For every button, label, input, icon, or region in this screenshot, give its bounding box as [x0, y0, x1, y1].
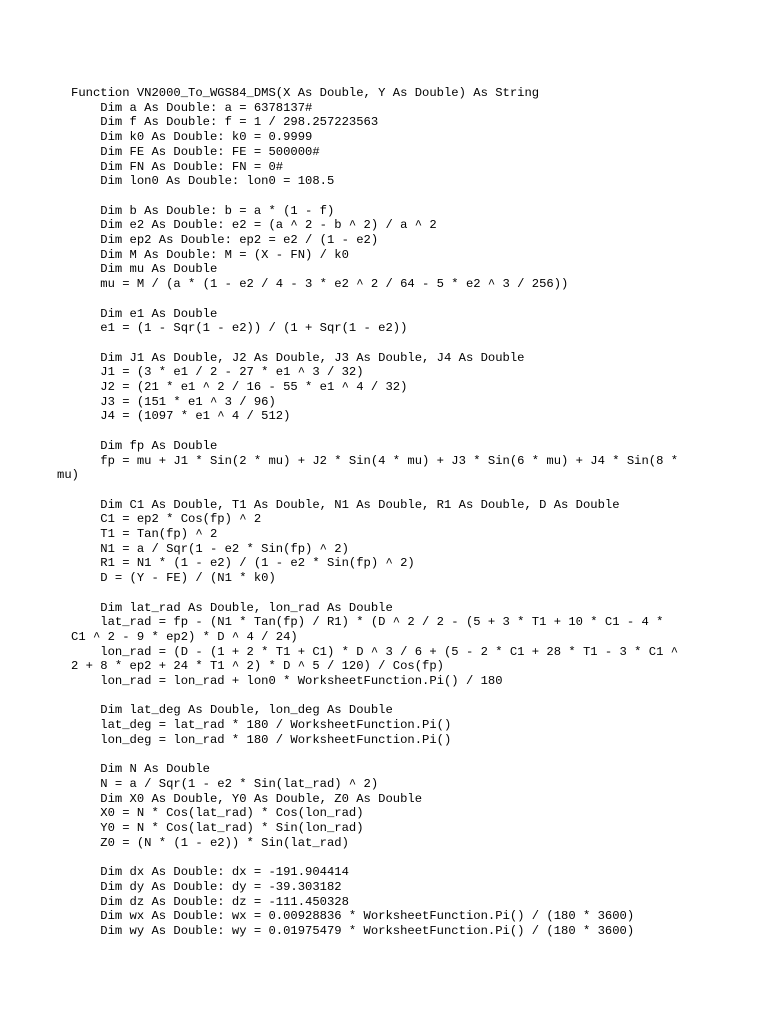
- code-line: Dim wx As Double: wx = 0.00928836 * WorksheetFunction.Pi() / (180 * 3600): [71, 909, 635, 924]
- code-line: J2 = (21 * e1 ^ 2 / 16 - 55 * e1 ^ 4 / 32): [71, 380, 408, 395]
- code-line: Dim X0 As Double, Y0 As Double, Z0 As Double: [71, 791, 423, 806]
- code-line: Dim b As Double: b = a * (1 - f): [71, 203, 335, 218]
- code-line: Dim C1 As Double, T1 As Double, N1 As Double, R1 As Double, D As Double: [71, 497, 620, 512]
- code-line: Dim N As Double: [71, 762, 210, 777]
- code-line: T1 = Tan(fp) ^ 2: [71, 527, 218, 542]
- code-line: [71, 483, 711, 498]
- code-line: Dim lat_rad As Double, lon_rad As Double: [71, 600, 393, 615]
- code-line: Dim FE As Double: FE = 500000#: [71, 144, 320, 159]
- vba-code-block: [57, 86, 711, 939]
- code-line: e1 = (1 - Sqr(1 - e2)) / (1 + Sqr(1 - e2)): [71, 321, 408, 336]
- code-line: X0 = N * Cos(lat_rad) * Cos(lon_rad): [71, 806, 364, 821]
- code-line: [71, 850, 711, 865]
- code-line: 2 + 8 * ep2 + 24 * T1 ^ 2) * D ^ 5 / 120) / Cos(fp): [71, 659, 444, 674]
- code-line: lon_deg = lon_rad * 180 / WorksheetFunction.Pi(): [71, 732, 452, 747]
- code-line: R1 = N1 * (1 - e2) / (1 - e2 * Sin(fp) ^ 2): [71, 556, 415, 571]
- code-line: mu): [57, 468, 79, 483]
- code-line: fp = mu + J1 * Sin(2 * mu) + J2 * Sin(4 * mu) + J3 * Sin(6 * mu) + J4 * Sin(8 *: [71, 453, 679, 468]
- code-line: C1 ^ 2 - 9 * ep2) * D ^ 4 / 24): [71, 629, 298, 644]
- code-line: [71, 586, 711, 601]
- code-line: [71, 689, 711, 704]
- code-line: Dim mu As Double: [71, 262, 218, 277]
- code-line: [71, 292, 711, 307]
- code-line: Dim J1 As Double, J2 As Double, J3 As Double, J4 As Double: [71, 350, 525, 365]
- code-line: J3 = (151 * e1 ^ 3 / 96): [71, 394, 276, 409]
- code-line: N1 = a / Sqr(1 - e2 * Sin(fp) ^ 2): [71, 541, 349, 556]
- code-line: Dim M As Double: M = (X - FN) / k0: [71, 247, 349, 262]
- code-line: Dim wy As Double: wy = 0.01975479 * WorksheetFunction.Pi() / (180 * 3600): [71, 923, 635, 938]
- code-line: Dim f As Double: f = 1 / 298.257223563: [71, 115, 379, 130]
- code-line: Dim lon0 As Double: lon0 = 108.5: [71, 174, 335, 189]
- code-line: Function VN2000_To_WGS84_DMS(X As Double, Y As Double) As String: [71, 86, 540, 100]
- code-line: C1 = ep2 * Cos(fp) ^ 2: [71, 512, 262, 527]
- code-line: [71, 189, 711, 204]
- code-line: D = (Y - FE) / (N1 * k0): [71, 571, 276, 586]
- code-line: J4 = (1097 * e1 ^ 4 / 512): [71, 409, 291, 424]
- code-line: lon_rad = (D - (1 + 2 * T1 + C1) * D ^ 3 / 6 + (5 - 2 * C1 + 28 * T1 - 3 * C1 ^: [71, 644, 679, 659]
- code-line: Dim lat_deg As Double, lon_deg As Double: [71, 703, 393, 718]
- code-line: mu = M / (a * (1 - e2 / 4 - 3 * e2 ^ 2 / 64 - 5 * e2 ^ 3 / 256)): [71, 277, 569, 292]
- code-line: Y0 = N * Cos(lat_rad) * Sin(lon_rad): [71, 821, 364, 836]
- code-line: Dim ep2 As Double: ep2 = e2 / (1 - e2): [71, 233, 379, 248]
- code-line: Dim dz As Double: dz = -111.450328: [71, 894, 349, 909]
- code-line: N = a / Sqr(1 - e2 * Sin(lat_rad) ^ 2): [71, 776, 379, 791]
- code-line: Dim k0 As Double: k0 = 0.9999: [71, 130, 313, 145]
- code-line: Dim fp As Double: [71, 438, 218, 453]
- code-line: Dim FN As Double: FN = 0#: [71, 159, 284, 174]
- code-line: [71, 748, 711, 763]
- code-line: [71, 424, 711, 439]
- code-line: Dim dy As Double: dy = -39.303182: [71, 879, 342, 894]
- code-line: Dim e1 As Double: [71, 306, 218, 321]
- code-line: Dim dx As Double: dx = -191.904414: [71, 865, 349, 880]
- code-line: [71, 336, 711, 351]
- code-line: J1 = (3 * e1 / 2 - 27 * e1 ^ 3 / 32): [71, 365, 364, 380]
- code-line: Z0 = (N * (1 - e2)) * Sin(lat_rad): [71, 835, 349, 850]
- code-line: lon_rad = lon_rad + lon0 * WorksheetFunction.Pi() / 180: [71, 674, 503, 689]
- code-line: Dim a As Double: a = 6378137#: [71, 100, 313, 115]
- code-line: lat_rad = fp - (N1 * Tan(fp) / R1) * (D ^ 2 / 2 - (5 + 3 * T1 + 10 * C1 - 4 *: [71, 615, 664, 630]
- code-line: lat_deg = lat_rad * 180 / WorksheetFunction.Pi(): [71, 718, 452, 733]
- code-line: Dim e2 As Double: e2 = (a ^ 2 - b ^ 2) / a ^ 2: [71, 218, 437, 233]
